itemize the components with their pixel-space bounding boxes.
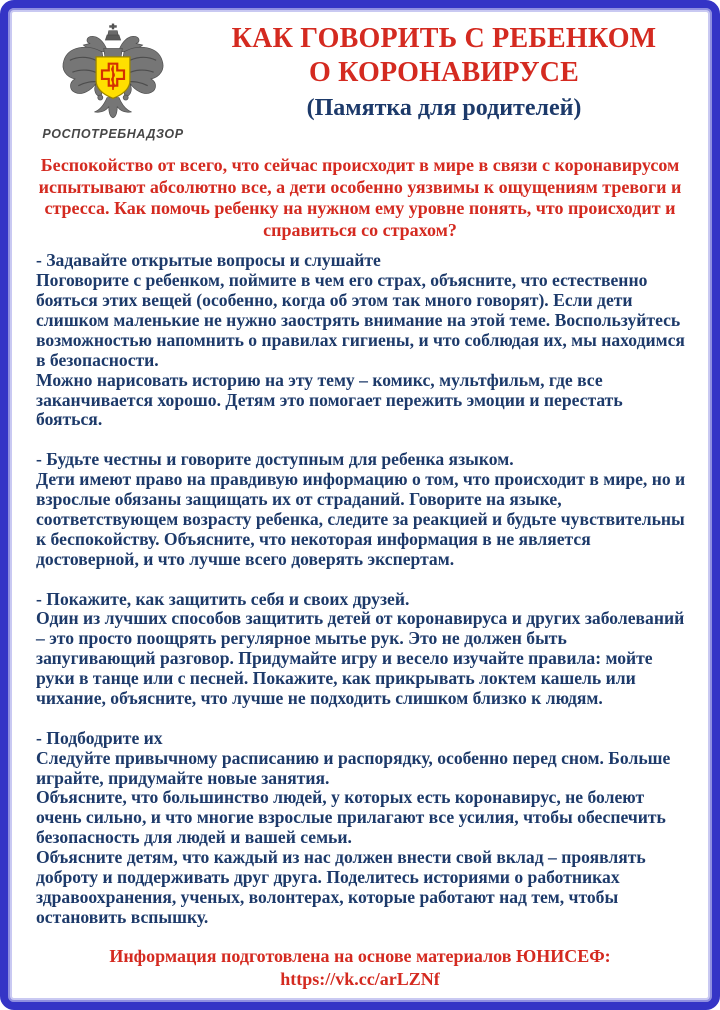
body-content: [8, 251, 712, 927]
footer-link[interactable]: https://vk.cc/arLZNf: [280, 968, 440, 989]
title-line-2: О КОРОНАВИРУСЕ: [309, 56, 579, 88]
intro-paragraph: Беспокойство от всего, что сейчас происходит в мире в связи с коронавирусом испытывают абсолютно все, а дети особенно уязвимы к ощущениям тревоги и стресса. Как помочь ребенку на нужном ему уровне понять, что происходит и справиться со страхом?: [38, 155, 682, 240]
section-protect: [36, 590, 686, 709]
section-paragraph: Можно нарисовать историю на эту тему – комикс, мультфильм, где все заканчивается хорошо. Детям это помогает пережить эмоции и перестать бояться.: [36, 369, 623, 430]
section-heading: - Подбодрите их: [36, 727, 163, 748]
section-paragraph: Один из лучших способов защитить детей от коронавируса и других заболеваний – это просто поощрять регулярное мытье рук. Это не должен быть запугивающий разговор. Придумайте игру и весело изучайте правила: мойте руки в танце или с песней. Покажите, как прикрывать локтем кашель или чихание, объясните, что лучше не подходить слишком близко к людям.: [36, 608, 685, 708]
section-paragraph: Поговорите с ребенком, поймите в чем его страх, объясните, что естественно бояться этих вещей (особенно, когда об этом так много говорят). Если дети слишком маленькие не нужно заострять внимание на этой теме. Воспользуйтесь возможностью напомнить о правилах гигиены, и что соблюдая их, мы находимся в безопасности.: [36, 270, 685, 370]
section-encourage: [36, 729, 686, 928]
section-paragraph: Дети имеют право на правдивую информацию о том, что происходит в мире, но и взрослые обязаны защищать их от страданий. Говорите на языке, соответствующем возрасту ребенка, следите за реакцией и будьте чувствительны к беспокойству. Объясните, что некоторая информация в не является достоверной, и что лучше всего доверять экспертам.: [36, 469, 686, 569]
page-title: [192, 22, 696, 89]
section-heading: - Будьте честны и говорите доступным для ребенка языком.: [36, 449, 514, 470]
section-paragraph: Объясните, что большинство людей, у которых есть коронавирус, не болеют очень сильно, и что многие взрослые прилагают все усилия, чтобы обеспечить безопасность для людей и вашей семьи.: [36, 787, 666, 848]
title-line-1: КАК ГОВОРИТЬ С РЕБЕНКОМ: [231, 23, 657, 54]
agency-name: РОСПОТРЕБНАДЗОР: [42, 127, 184, 141]
header: [8, 8, 712, 141]
footer-source-text: Информация подготовлена на основе материалов ЮНИСЕФ:: [109, 946, 611, 966]
page-subtitle: (Памятка для родителей): [306, 95, 582, 122]
double-headed-eagle-icon: [58, 22, 168, 124]
section-heading: - Задавайте открытые вопросы и слушайте: [36, 250, 381, 271]
section-paragraph: Следуйте привычному расписанию и распорядку, особенно перед сном. Больше играйте, придумайте новые занятия.: [36, 747, 671, 788]
title-block: [192, 18, 702, 141]
rospotrebnadzor-logo: [34, 18, 192, 141]
section-heading: - Покажите, как защитить себя и своих друзей.: [36, 588, 410, 609]
section-paragraph: Объясните детям, что каждый из нас должен внести свой вклад – проявлять доброту и поддерживать друг друга. Поделитесь историями о работниках здравоохранения, ученых, волонтерах, которые работают над тем, чтобы остановить вспышку.: [36, 847, 646, 927]
section-open-questions: [36, 251, 686, 430]
footer: [8, 945, 712, 990]
section-be-honest: [36, 450, 686, 569]
